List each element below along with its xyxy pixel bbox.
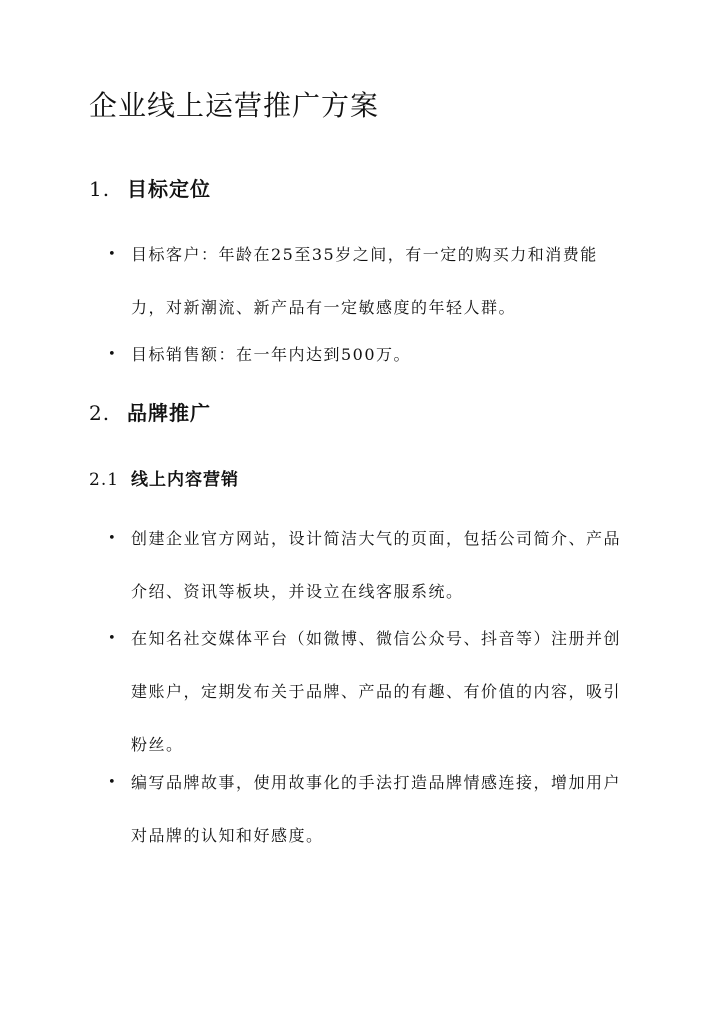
list-item-text: 在知名社交媒体平台（如微博、微信公众号、抖音等）注册并创建账户，定期发布关于品牌、产品的有趣、有价值的内容，吸引粉丝。 (131, 629, 622, 754)
list-item (108, 756, 628, 862)
section-heading-1 (89, 174, 211, 204)
list-item-text: 编写品牌故事，使用故事化的手法打造品牌情感连接，增加用户对品牌的认知和好感度。 (131, 773, 622, 845)
section-number: 2. (89, 401, 111, 425)
bullet-dot: • (108, 531, 118, 546)
bullet-dot: • (108, 247, 118, 262)
list-item (108, 612, 628, 771)
list-item (108, 512, 628, 618)
document-title: 企业线上运营推广方案 (89, 89, 380, 122)
subsection-heading-text: 线上内容营销 (131, 470, 239, 490)
subsection-number: 2.1 (89, 470, 120, 490)
list-item-text: 创建企业官方网站，设计简洁大气的页面，包括公司简介、产品介绍、资讯等板块，并设立在线客服系统。 (131, 529, 622, 601)
subsection-heading-2-1 (89, 467, 239, 493)
bullet-dot: • (108, 631, 118, 646)
list-item-text: 目标客户：年龄在25至35岁之间，有一定的购买力和消费能力，对新潮流、新产品有一定敏感度的年轻人群。 (131, 245, 598, 317)
section-number: 1. (89, 177, 111, 201)
list-item (108, 328, 628, 381)
list-item (108, 228, 628, 334)
bullet-dot: • (108, 775, 118, 790)
section-heading-text: 品牌推广 (127, 401, 211, 425)
list-item-text: 目标销售额：在一年内达到500万。 (131, 345, 412, 364)
section-heading-text: 目标定位 (127, 177, 211, 201)
section-heading-2 (89, 398, 211, 428)
bullet-dot: • (108, 347, 118, 362)
